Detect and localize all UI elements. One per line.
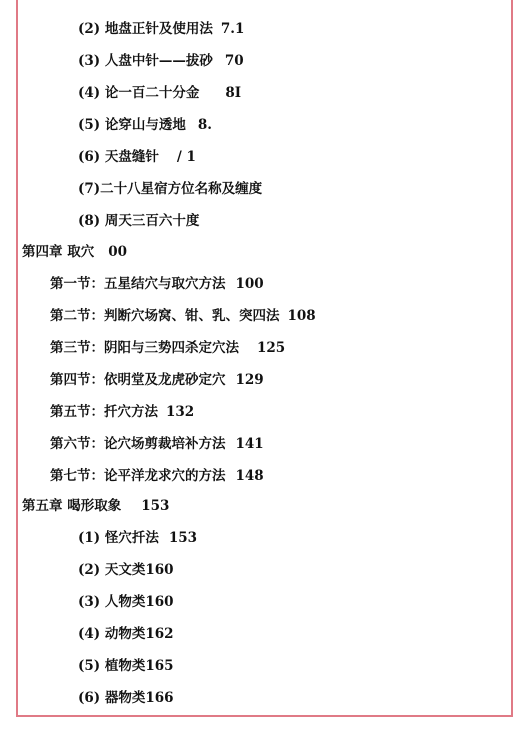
toc-section (50, 275, 264, 293)
toc-item (78, 657, 174, 675)
toc-section (50, 339, 285, 357)
toc-entry-title: 第一节：五星结穴与取穴方法 (50, 276, 226, 292)
toc-item (78, 212, 199, 230)
toc-item (78, 52, 244, 70)
toc-entry-page-number: 160 (145, 594, 174, 610)
toc-item (78, 116, 212, 134)
toc-section (50, 467, 264, 485)
toc-entry-title: (4) 动物类 (78, 626, 146, 642)
toc-item (78, 625, 174, 643)
toc-entry-page-number: 160 (145, 562, 174, 578)
toc-entry-page-number: 129 (235, 372, 264, 388)
toc-entry-page-number: 132 (166, 404, 195, 420)
toc-entry-page-number: 125 (257, 340, 286, 356)
toc-entry-title: 第四节：依明堂及龙虎砂定穴 (50, 372, 226, 388)
toc-entry-page-number: 153 (168, 530, 198, 546)
toc-section (50, 435, 264, 453)
toc-entry-title: (3) 人盘中针——拔砂 (78, 53, 213, 69)
toc-entry-page-number: 141 (235, 436, 264, 452)
toc-entry-title: (3) 人物类 (78, 594, 146, 610)
toc-entry-page-number: 165 (145, 658, 174, 674)
toc-entry-title: (1) 怪穴扦法 (78, 530, 159, 546)
toc-section (50, 307, 316, 325)
toc-entry-page-number: 00 (108, 244, 127, 260)
toc-entry-page-number: 153 (141, 498, 170, 514)
toc-entry-title: 第五章 喝形取象 (22, 498, 122, 514)
toc-entry-page-number: 108 (287, 308, 316, 324)
toc-item (78, 148, 196, 166)
toc-entry-title: 第二节：判断穴场窝、钳、乳、突四法 (50, 308, 280, 324)
toc-item (78, 529, 197, 547)
toc-entry-title: 第五节：扦穴方法 (50, 404, 158, 420)
toc-section (50, 371, 264, 389)
toc-entry-title: (5) 论穿山与透地 (78, 117, 186, 133)
toc-chapter (22, 243, 127, 261)
toc-entry-page-number: 8I (225, 85, 242, 101)
toc-item (78, 180, 262, 198)
toc-entry-title: (6) 天盘缝针 (78, 149, 159, 165)
toc-entry-title: 第四章 取穴 (22, 244, 95, 260)
toc-entry-title: (6) 器物类 (78, 690, 146, 706)
toc-item (78, 561, 174, 579)
toc-section (50, 403, 194, 421)
toc-entry-title: (8) 周天三百六十度 (78, 213, 200, 229)
toc-entry-title: (2) 天文类 (78, 562, 146, 578)
toc-entry-title: (4) 论一百二十分金 (78, 85, 200, 101)
toc-entry-page-number: 162 (145, 626, 174, 642)
toc-item (78, 689, 174, 707)
toc-entry-title: 第六节：论穴场剪裁培补方法 (50, 436, 226, 452)
toc-entry-page-number: / 1 (176, 149, 196, 165)
toc-chapter (22, 497, 169, 515)
toc-entry-page-number: 8. (197, 117, 212, 133)
toc-entry-title: (5) 植物类 (78, 658, 146, 674)
toc-entry-page-number: 7.1 (220, 21, 245, 37)
toc-entry-title: (7)二十八星宿方位名称及缠度 (78, 181, 263, 197)
toc-entry-page-number: 148 (235, 468, 264, 484)
toc-entry-page-number: 100 (235, 276, 264, 292)
toc-entry-title: 第七节：论平洋龙求穴的方法 (50, 468, 226, 484)
toc-item (78, 84, 241, 102)
toc-entry-page-number: 166 (145, 690, 174, 706)
toc-entry-title: 第三节：阴阳与三势四杀定穴法 (50, 340, 239, 356)
toc-entry-page-number: 70 (224, 53, 244, 69)
toc-item (78, 20, 244, 38)
toc-item (78, 593, 174, 611)
toc-entry-title: (2) 地盘正针及使用法 (78, 21, 213, 37)
